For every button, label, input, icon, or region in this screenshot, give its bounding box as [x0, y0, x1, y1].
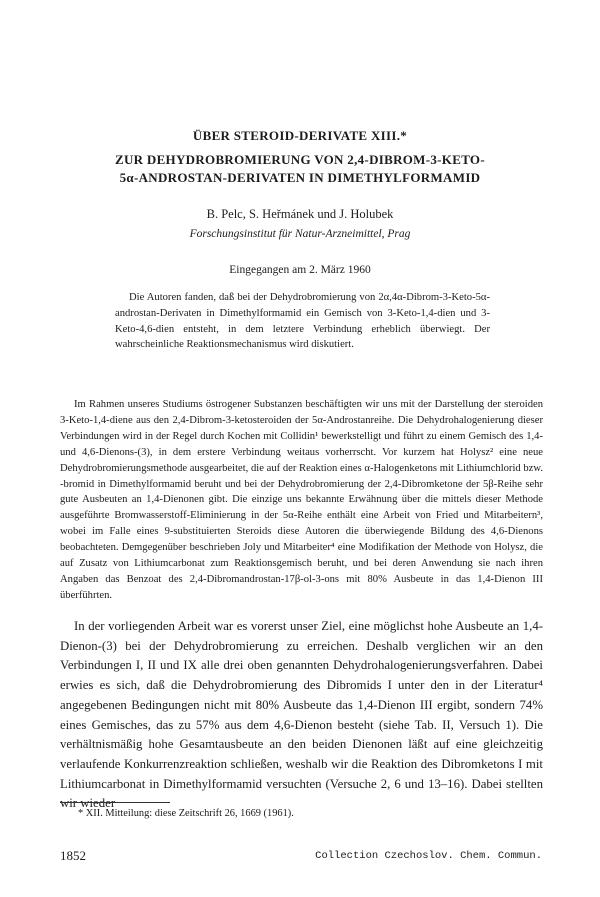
page-number: 1852: [60, 848, 86, 863]
body-paragraph: In der vorliegenden Arbeit war es vorerst unser Ziel, eine möglichst hohe Ausbeute an 1,4-Dienon-(3) bei der Dehydrobromierung zu erreichen. Deshalb verglichen wir an den Verbindungen I, II und IX alle drei oben genannten Dehydrohalogenierungsverfahren. Dabei erwies es sich, daß die Dehydrobromierung des Dibromids I unter den in der Literatur⁴ angegebenen Bedingungen nicht mit 80% Ausbeute das 1,4-Dienon III ergibt, sondern 74% eines Gemisches, das zu 57% aus dem 4,6-Dienon besteht (siehe Tab. II, Versuch 1). Die verhältnismäßig hohe Gesamtausbeute an den beiden Dienonen läßt auf eine gleichzeitig verlaufende Konkurrenzreaktion schließen, weshalb wir die Reaktion des Dibromketons I mit Lithiumcarbonat in Dimethylformamid versuchten (Versuche 2, 6 und 13–16). Dabei stellten wir wieder: [60, 619, 543, 811]
authors: B. Pelc, S. Heřmánek und J. Holubek: [206, 207, 394, 221]
received-date: Eingegangen am 2. März 1960: [229, 264, 371, 276]
footnote-rule: [60, 802, 170, 803]
abstract: Die Autoren fanden, daß bei der Dehydrobromierung von 2α,4α-Dibrom-3-Keto-5α-androstan-Derivaten in Dimethylformamid ein Gemisch von 3-Keto-1,4-dien und 3-Keto-4,6-dien entsteht, in dem letztere Verbindung erheblich überwiegt. Der wahrscheinliche Reaktionsmechanismus wird diskutiert.: [115, 292, 490, 351]
article-title-line-1: ÜBER STEROID-DERIVATE XIII.*: [192, 128, 408, 143]
article-title-line-2: ZUR DEHYDROBROMIERUNG VON 2,4-DIBROM-3-KETO-: [115, 152, 485, 167]
journal-name: Collection Czechoslov. Chem. Commun.: [315, 850, 542, 862]
footnote: * XII. Mitteilung: diese Zeitschrift 26, 1669 (1961).: [78, 808, 294, 819]
institute: Forschungsinstitut für Natur-Arzneimittel, Prag: [189, 228, 411, 240]
intro-paragraph: Im Rahmen unseres Studiums östrogener Substanzen beschäftigten wir uns mit der Darstellung der steroiden 3-Keto-1,4-diene aus den 2,4-Dibrom-3-ketosteroiden der 5α-Androstanreihe. Die Dehydrohalogenierung dieser Verbindungen wird in der Regel durch Kochen mit Collidin¹ bewerkstelligt und führt zu einem Gemisch des 1,4- und 4,6-Dienons-(3), in dem erstere Verbindung weitaus vorherrscht. Vor kurzem hat Holysz² eine neue Dehydrobromierungsmethode ausgearbeitet, die auf der Reaktion eines α-Halogenketons mit Lithiumchlorid bzw. -bromid in Dimethylformamid beruht und bei der Dehydrobromierung der 2,4-Dibromketone der 5β-Reihe sehr gute Ausbeuten an 1,4-Dienonen gibt. Die einzige uns bekannte Erwähnung über die mittels dieser Methode ausgeführte Bromwasserstoff-Eliminierung in der 5α-Reihe enthält eine Arbeit von Fried und Mitarbeitern³, wobei im Falle eines 9-substituierten Steroids diese Autoren die überwiegende Bildung des 4,6-Dienons beobachteten. Demgegenüber beschrieben Joly und Mitarbeiter⁴ eine Modifikation der Methode von Holysz, die auf Zusatz von Lithiumcarbonat zum Reaktionsgemisch beruht, und bei deren Anwendung sie nach ihren Angaben das Benzoat des 2,4-Dibromandrostan-17β-ol-3-ons mit 80% Ausbeute in das 1,4-Dienon III überführten.: [60, 399, 543, 601]
article-title-line-3: 5α-ANDROSTAN-DERIVATEN IN DIMETHYLFORMAMID: [119, 170, 481, 185]
article-title: [0, 151, 600, 187]
